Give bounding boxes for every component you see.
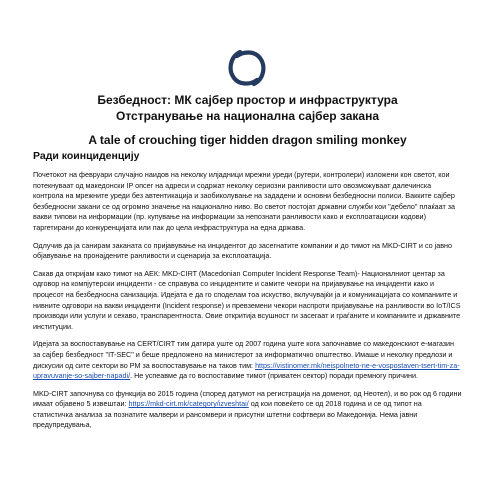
paragraph-1: Почетокот на февруари случајно наидов на неколку илјадници мрежни уреди (рутери, контролери) изложени кон светот, кои потекнуваат од македонски IP опсег на адреси и содржат неколку сериозни ранливости што овозможуваат далечинска контрола на мрежните уреди без автентикација и заобиколување на зададени и основни безбедносни полиси. Вакките сајбер безбедносни закани се од огромно значење на национално ниво. Во светот постојат државни служби кои "дебело" плаќаат за вакви типови на информации (пр. купување на информации за непознати ранливости како и експлоатациски кодови) таргетирани до конкуренцијата или пак до цела инфраструктура на една држава. [33, 170, 456, 232]
paragraph-5-text-start: MKD-CIRT започнува со функција во 2015 година (според датумот на регистрација на доменот, од Неотел), и во рок од 6 години имаат објавено 5 извештаи: [33, 388, 462, 409]
mkd-cirt-reports-link[interactable]: https://mkd-cirt.mk/category/izveshtai/ [128, 399, 249, 409]
paragraph-5 [33, 389, 463, 431]
title-block [0, 92, 495, 148]
document-body [33, 150, 463, 438]
logo-icon [224, 48, 270, 88]
document-title-line2: Отстранување на национална сајбер закана [115, 109, 380, 123]
paragraph-5-text-end: од кои повеќето се од 2018 година и се од типот на статистичка анализа за познатите малвери и рансомвери и присутни штетни софтвери во Македонија. Нема јавни предупредувања, [33, 399, 422, 430]
paragraph-3: Сакав да откријам како тимот на АЕК: MKD-CIRT (Macedonian Computer Incident Response Team)- Националниот центар за одговор на компјутерски инциденти - се справува со инцидентите и самите чекори на пријавување на инциденти како и процесот на безбедносна санизација. Идејата е да го споделам тоа искуство, вклучувајќи ја и комуникацијата со компаниите и нивните одговори на вакви инциденти (Incident response) и превземени чекори наспроти пријавување на ранливости во IoT/ICS производи или услуги и сехаво, транспарентноста. Овие откритија всушност ги засегаат и граѓаните и компаниите и државните институции. [33, 268, 461, 331]
paragraph-4 [33, 339, 463, 381]
paragraph-4-text-end: . Не успеавме да го воспоставиме тимот (приватен сектор) поради премногу причини. [130, 371, 418, 381]
paragraph-2: Одлучив да ја санирам заканата со пријавување на инцидентот до засегнатите компании и до тимот на MKD-CIRT и со јавно објавување на пронајдените ранливости и сценарија за експлоатација. [33, 240, 452, 261]
document-subtitle: A tale of crouching tiger hidden dragon smiling monkey [88, 133, 407, 147]
section-heading: Ради коинциденцију [33, 150, 140, 162]
document-title: Безбедност: МК сајбер простор и инфраструктура [97, 93, 398, 107]
vistinomer-link[interactable]: https://vistinomer.mk/neispolneto-ne-e-vospostaven-tsert-tim-za-upravuvanje-so-sajber-napadi/ [33, 360, 460, 381]
paragraph-4-text-start: Идејата за воспоставување на CERT/CIRT тим датира уште од 2007 година уште кога започнавме со македонскиот е-магазин за сајбер безбедност "IT-SEC" и беше предложено на министерот за информатичко општество. Имаше и неколку предлози и дискусии од сите сектори во РМ за воспоставување на таков тим: [33, 339, 455, 370]
